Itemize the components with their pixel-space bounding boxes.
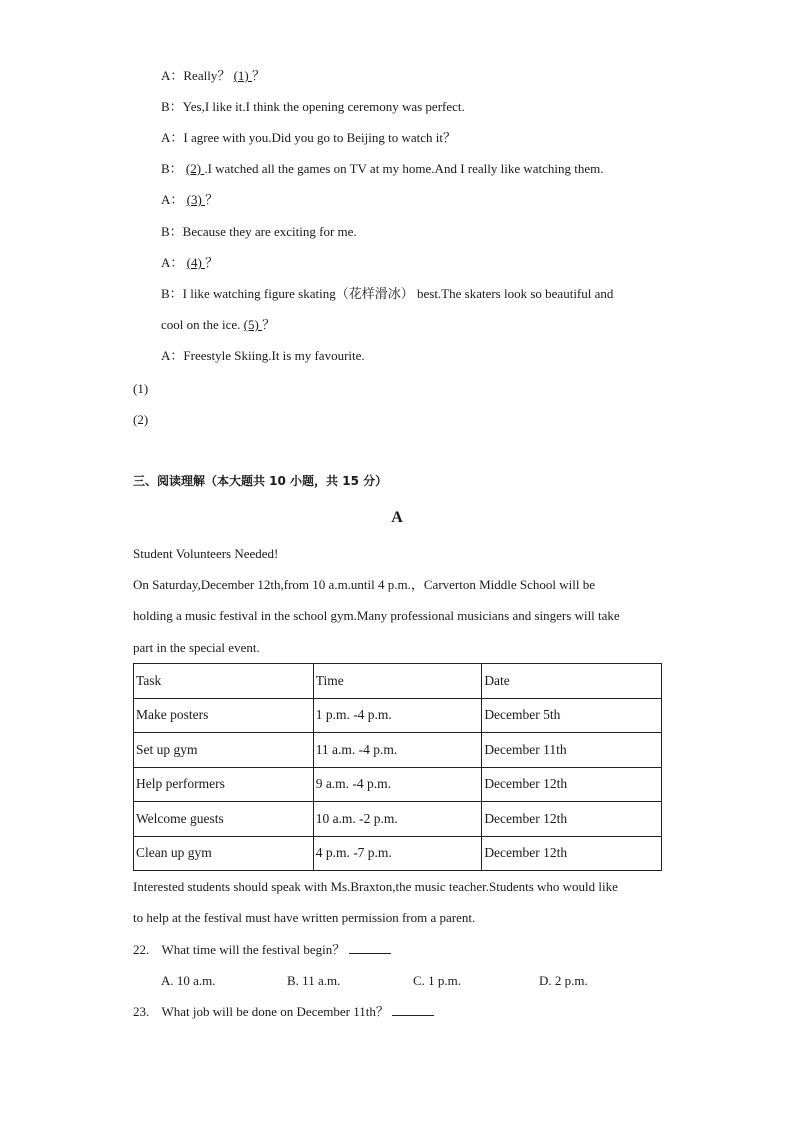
blank-marker: (5) — [243, 317, 263, 332]
speaker: A： — [161, 68, 184, 83]
dialogue-text-after: ？ — [205, 192, 219, 207]
table-cell: 9 a.m. -4 p.m. — [313, 767, 482, 802]
speaker: B： — [161, 161, 183, 176]
question-22 — [133, 941, 391, 959]
passage-para2-line2: to help at the festival must have written permission from a parent. — [133, 910, 476, 925]
dialogue-line-9 — [161, 316, 275, 334]
speaker: B： — [161, 286, 183, 301]
dialogue-text: I like watching figure skating（花样滑冰） best.The skaters look so beautiful and — [182, 286, 614, 301]
dialogue-line-2 — [161, 98, 465, 116]
table-header-cell: Time — [313, 664, 482, 699]
dialogue-text-after: ？ — [252, 68, 266, 83]
dialogue-text: Freestyle Skiing.It is my favourite. — [183, 348, 365, 363]
dialogue-line-8 — [161, 285, 613, 303]
question-23 — [133, 1003, 434, 1021]
blank-marker: (3) — [186, 192, 206, 207]
table-cell: December 12th — [482, 802, 662, 837]
dialogue-line-3 — [161, 129, 456, 147]
dialogue-line-4 — [161, 160, 604, 178]
speaker: A： — [161, 130, 184, 145]
question-number: 22. — [133, 942, 150, 957]
question-22-option-c[interactable]: C. 1 p.m. — [413, 973, 462, 988]
blank-marker: (2) — [185, 161, 205, 176]
table-cell: 10 a.m. -2 p.m. — [313, 802, 482, 837]
question-text: What time will the festival begin？ — [161, 942, 346, 957]
table-cell: December 12th — [482, 767, 662, 802]
table-cell: December 11th — [482, 733, 662, 768]
table-cell: Set up gym — [134, 733, 314, 768]
dialogue-text: Yes,I like it.I think the opening ceremony was perfect. — [182, 99, 465, 114]
question-22-option-d[interactable]: D. 2 p.m. — [539, 973, 588, 988]
answer-label-1: (1) — [133, 381, 149, 396]
dialogue-text: cool on the ice. — [161, 317, 244, 332]
dialogue-line-7 — [161, 254, 218, 272]
speaker: B： — [161, 99, 183, 114]
section-heading: 三、阅读理解（本大题共 10 小题，共 15 分） — [133, 474, 388, 488]
table-cell: Clean up gym — [134, 836, 314, 871]
volunteer-tasks-table — [133, 663, 662, 871]
table-cell: Help performers — [134, 767, 314, 802]
table-row — [134, 767, 662, 802]
answer-blank[interactable] — [392, 1003, 434, 1016]
passage-para2-line1: Interested students should speak with Ms.Braxton,the music teacher.Students who would like — [133, 879, 618, 894]
table-cell: Make posters — [134, 698, 314, 733]
speaker: A： — [161, 348, 184, 363]
dialogue-text: I agree with you.Did you go to Beijing to watch it？ — [183, 130, 456, 145]
question-22-option-a[interactable]: A. 10 a.m. — [161, 973, 216, 988]
passage-para1-line1: On Saturday,December 12th,from 10 a.m.until 4 p.m.，Carverton Middle School will be — [133, 577, 596, 592]
dialogue-text-after: .I watched all the games on TV at my home.And I really like watching them. — [204, 161, 604, 176]
blank-marker: (4) — [186, 255, 206, 270]
dialogue-text: Really？ — [183, 68, 234, 83]
table-cell: 11 a.m. -4 p.m. — [313, 733, 482, 768]
table-row — [134, 802, 662, 837]
dialogue-text: Because they are exciting for me. — [182, 224, 357, 239]
dialogue-line-1 — [161, 67, 265, 85]
passage-title: A — [391, 509, 403, 526]
table-row — [134, 698, 662, 733]
table-cell: 1 p.m. -4 p.m. — [313, 698, 482, 733]
passage-para1-line3: part in the special event. — [133, 640, 260, 655]
speaker: A： — [161, 192, 184, 207]
blank-marker: (1) — [233, 68, 252, 83]
dialogue-line-10 — [161, 347, 365, 365]
table-header-cell: Task — [134, 664, 314, 699]
dialogue-line-5 — [161, 191, 218, 209]
dialogue-line-6 — [161, 223, 357, 241]
table-cell: December 5th — [482, 698, 662, 733]
table-cell: Welcome guests — [134, 802, 314, 837]
answer-blank[interactable] — [349, 941, 391, 954]
table-header-row — [134, 664, 662, 699]
passage-headline: Student Volunteers Needed! — [133, 546, 279, 561]
question-text: What job will be done on December 11th？ — [161, 1004, 389, 1019]
table-row — [134, 733, 662, 768]
dialogue-text-after: ？ — [262, 317, 276, 332]
dialogue-text-after: ？ — [205, 255, 219, 270]
speaker: B： — [161, 224, 183, 239]
table-header-cell: Date — [482, 664, 662, 699]
table-row — [134, 836, 662, 871]
question-number: 23. — [133, 1004, 150, 1019]
answer-label-2: (2) — [133, 412, 149, 427]
speaker: A： — [161, 255, 184, 270]
passage-para1-line2: holding a music festival in the school gym.Many professional musicians and singers will take — [133, 608, 620, 623]
question-22-option-b[interactable]: B. 11 a.m. — [287, 973, 341, 988]
table-cell: 4 p.m. -7 p.m. — [313, 836, 482, 871]
table-cell: December 12th — [482, 836, 662, 871]
